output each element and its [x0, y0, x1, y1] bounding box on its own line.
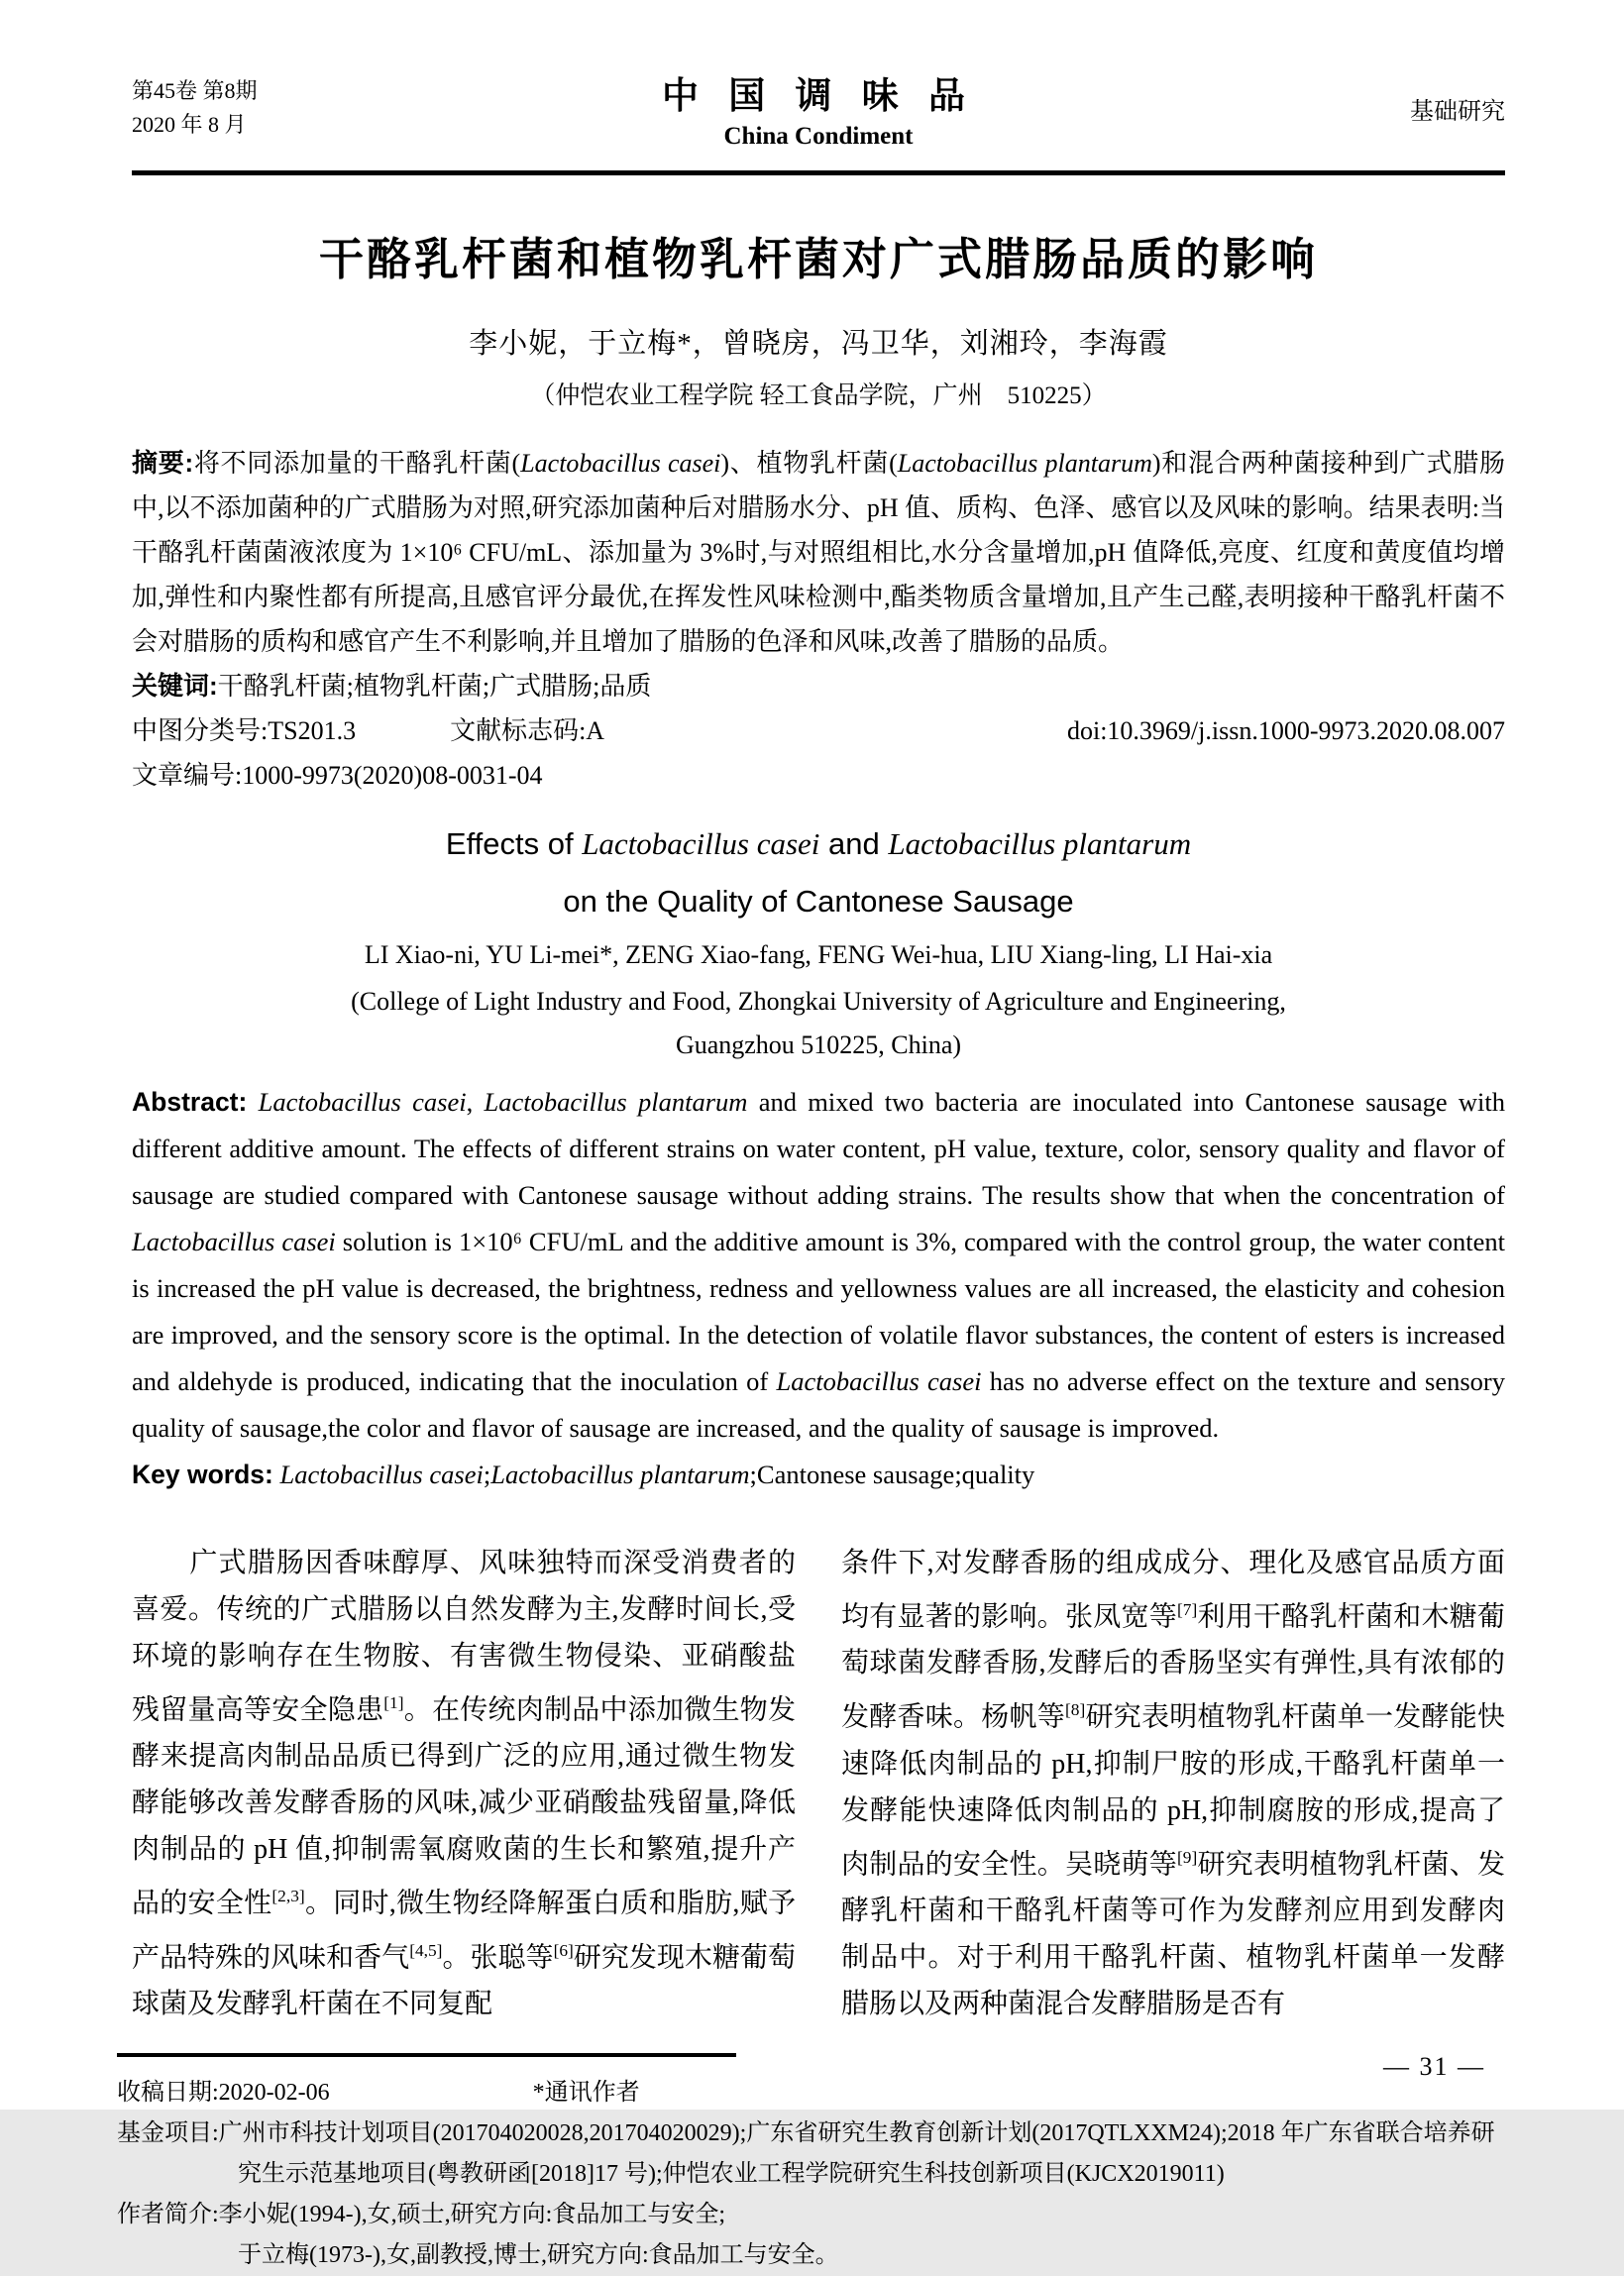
- authors-en: LI Xiao-ni, YU Li-mei*, ZENG Xiao-fang, FENG Wei-hua, LIU Xiang-ling, LI Hai-xia: [364, 940, 1273, 969]
- corresponding-author-note: *通讯作者: [532, 2079, 640, 2106]
- bio-line1-row: [117, 2195, 1505, 2235]
- journal-title-block: [360, 65, 1277, 151]
- article-title-cn: 干酪乳杆菌和植物乳杆菌对广式腊肠品质的影响: [318, 234, 1318, 284]
- journal-title-cn: 中 国 调 味 品: [661, 75, 976, 116]
- footnotes: [117, 2073, 1505, 2276]
- abstract-cn: [132, 441, 1505, 664]
- footnote-rule: [117, 2053, 736, 2057]
- keywords-en: [132, 1452, 1505, 1498]
- affiliation-en-line1: (College of Light Industry and Food, Zhongkai University of Agriculture and Engineering,: [351, 987, 1286, 1016]
- article-title-en-line2: on the Quality of Cantonese Sausage: [563, 884, 1074, 919]
- received-date: 收稿日期:2020-02-06: [117, 2079, 330, 2106]
- meta-line: [132, 708, 1505, 753]
- issue-date: 2020 年 8 月: [132, 112, 247, 137]
- authors-cn: 李小妮，于立梅*，曾晓房，冯卫华，刘湘玲，李海霞: [469, 328, 1168, 360]
- body-columns: [132, 1540, 1505, 2027]
- affiliation-en: [132, 980, 1505, 1067]
- abstract-en-label: Abstract:: [132, 1087, 248, 1117]
- footnote-bio: [117, 2195, 1505, 2276]
- keywords-en-text: Lactobacillus casei;Lactobacillus plantarum;Cantonese sausage;quality: [279, 1460, 1035, 1489]
- fund-label: 基金项目:: [117, 2119, 219, 2146]
- journal-title-en: China Condiment: [723, 123, 914, 150]
- footnote-fund: [117, 2113, 1505, 2195]
- keywords-en-label: Key words:: [132, 1460, 273, 1489]
- header-rule: [132, 170, 1505, 175]
- keywords-cn-label: 关键词:: [132, 671, 218, 701]
- fund-text: 广州市科技计划项目(201704020028,201704020029);广东省研究生教育创新计划(2017QTLXXM24);2018 年广东省联合培养研究生示范基地项目(粤教研函[2018]17 号);仲恺农业工程学院研究生科技创新项目(KJCX2019011): [218, 2119, 1495, 2187]
- bio-line2: 于立梅(1973-),女,副教授,博士,研究方向:食品加工与安全。: [238, 2241, 839, 2268]
- article-id: 文章编号:1000-9973(2020)08-0031-04: [132, 761, 543, 790]
- page-number: — 31 —: [1383, 2052, 1485, 2081]
- affiliation-cn: （仲恺农业工程学院 轻工食品学院，广州 510225）: [530, 382, 1107, 409]
- affiliation-en-line2: Guangzhou 510225, China): [675, 1030, 962, 1059]
- bio-line1: 李小妮(1994-),女,硕士,研究方向:食品加工与安全;: [218, 2201, 725, 2227]
- issue-info: [132, 74, 360, 142]
- abstract-en: [132, 1079, 1505, 1452]
- keywords-cn: [132, 664, 1505, 708]
- article-title-en: [132, 815, 1505, 930]
- abstract-en-text: Lactobacillus casei, Lactobacillus plantarum and mixed two bacteria are inoculated into Cantonese sausage with different additive amount. The effects of different strains on water content, pH value, texture, color, sensory quality and flavor of sausage are studied compared with Cantonese sausage without adding strains. The results show that when the concentration of Lactobacillus casei solution is 1×10⁶ CFU/mL and the additive amount is 3%, compared with the control group, the water content is increased the pH value is decreased, the brightness, redness and yellowness values are all increased, the elasticity and cohesion are improved, and the sensory score is the optimal. In the detection of volatile flavor substances, the content of esters is increased and aldehyde is produced, indicating that the inoculation of Lactobacillus casei has no adverse effect on the texture and sensory quality of sausage,the color and flavor of sausage are increased, and the quality of sausage is improved.: [132, 1087, 1505, 1443]
- article-title-en-line1: Effects of Lactobacillus casei and Lactobacillus plantarum: [445, 826, 1192, 861]
- abstract-cn-label: 摘要:: [132, 448, 194, 478]
- body-right-column: 条件下,对发酵香肠的组成成分、理化及感官品质方面均有显著的影响。张凤宽等[7]利用干酪乳杆菌和木糖葡萄球菌发酵香肠,发酵后的香肠坚实有弹性,具有浓郁的发酵香味。杨帆等[8]研究表明植物乳杆菌单一发酵能快速降低肉制品的 pH,抑制尸胺的形成,干酪乳杆菌单一发酵能快速降低肉制品的 pH,抑制腐胺的形成,提高了肉制品的安全性。吴晓萌等[9]研究表明植物乳杆菌、发酵乳杆菌和干酪乳杆菌等可作为发酵剂应用到发酵肉制品中。对于利用干酪乳杆菌、植物乳杆菌单一发酵腊肠以及两种菌混合发酵腊肠是否有: [841, 1548, 1505, 2019]
- document-code: 文献标志码:A: [450, 716, 605, 745]
- footnote-received: [117, 2073, 1505, 2113]
- abstract-cn-text: 将不同添加量的干酪乳杆菌(Lactobacillus casei)、植物乳杆菌(Lactobacillus plantarum)和混合两种菌接种到广式腊肠中,以不添加菌种的广式腊肠为对照,研究添加菌种后对腊肠水分、pH 值、质构、色泽、感官以及风味的影响。结果表明:当干酪乳杆菌菌液浓度为 1×10⁶ CFU/mL、添加量为 3%时,与对照组相比,水分含量增加,pH 值降低,亮度、红度和黄度值均增加,弹性和内聚性都有所提高,且感官评分最优,在挥发性风味检测中,酯类物质含量增加,且产生己醛,表明接种干酪乳杆菌不会对腊肠的质构和感官产生不利影响,并且增加了腊肠的色泽和风味,改善了腊肠的品质。: [132, 449, 1505, 656]
- bio-label: 作者简介:: [117, 2201, 219, 2227]
- body-left-column: 广式腊肠因香味醇厚、风味独特而深受消费者的喜爱。传统的广式腊肠以自然发酵为主,发酵时间长,受环境的影响存在生物胺、有害微生物侵染、亚硝酸盐残留量高等安全隐患[1]。在传统肉制品中添加微生物发酵来提高肉制品品质已得到广泛的应用,通过微生物发酵能够改善发酵香肠的风味,减少亚硝酸盐残留量,降低肉制品的 pH 值,抑制需氧腐败菌的生长和繁殖,提升产品的安全性[2,3]。同时,微生物经降解蛋白质和脂肪,赋予产品特殊的风味和香气[4,5]。张聪等[6]研究发现木糖葡萄球菌及发酵乳杆菌在不同复配: [132, 1548, 796, 2019]
- volume-issue: 第45卷 第8期: [132, 78, 258, 103]
- page-content: [117, 0, 1505, 2276]
- keywords-cn-text: 干酪乳杆菌;植物乳杆菌;广式腊肠;品质: [217, 672, 652, 701]
- section-label: 基础研究: [1410, 98, 1505, 125]
- doi: doi:10.3969/j.issn.1000-9973.2020.08.007: [1066, 716, 1505, 745]
- clc-number: 中图分类号:TS201.3: [132, 716, 357, 745]
- journal-header: [132, 0, 1505, 151]
